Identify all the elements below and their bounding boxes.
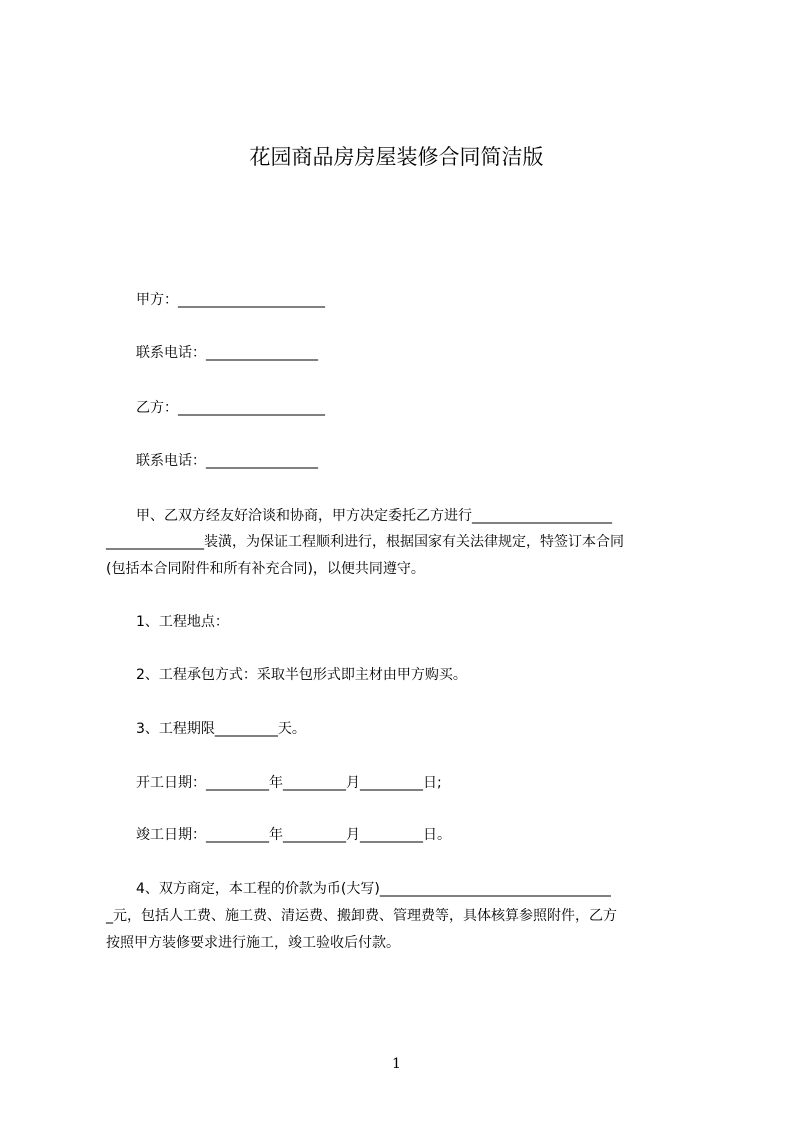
intro-paragraph-line-2: ______________装潢，为保证工程顺利进行，根据国家有关法律规定，特签订本合同: [106, 534, 624, 550]
document-title: 花园商品房房屋装修合同简洁版: [249, 145, 544, 169]
intro-paragraph-line-3: (包括本合同附件和所有补充合同)，以便共同遵守。: [106, 561, 425, 577]
intro-paragraph-line-1: 甲、乙双方经友好洽谈和协商，甲方决定委托乙方进行____________________: [136, 508, 612, 524]
page-number: 1: [392, 1056, 401, 1072]
party-b-field: 乙方：_____________________: [136, 400, 325, 416]
party-b-phone-field: 联系电话：________________: [136, 453, 318, 469]
party-a-field: 甲方：_____________________: [136, 292, 325, 308]
clause-1: 1、工程地点：: [136, 614, 229, 630]
clause-4-line-2: _元，包括人工费、施工费、清运费、搬卸费、管理费等，具体核算参照附件，乙方: [106, 908, 617, 924]
end-date-field: 竣工日期：_________年_________月_________日。: [136, 827, 451, 843]
clause-3: 3、工程期限_________天。: [136, 721, 306, 737]
party-a-phone-field: 联系电话：________________: [136, 345, 318, 361]
clause-2: 2、工程承包方式：采取半包形式即主材由甲方购买。: [136, 667, 467, 683]
clause-4-line-1: 4、双方商定，本工程的价款为币(大写)_________________________________: [136, 881, 611, 897]
start-date-field: 开工日期：_________年_________月_________日;: [136, 775, 442, 791]
clause-4-line-3: 按照甲方装修要求进行施工，竣工验收后付款。: [106, 935, 400, 951]
